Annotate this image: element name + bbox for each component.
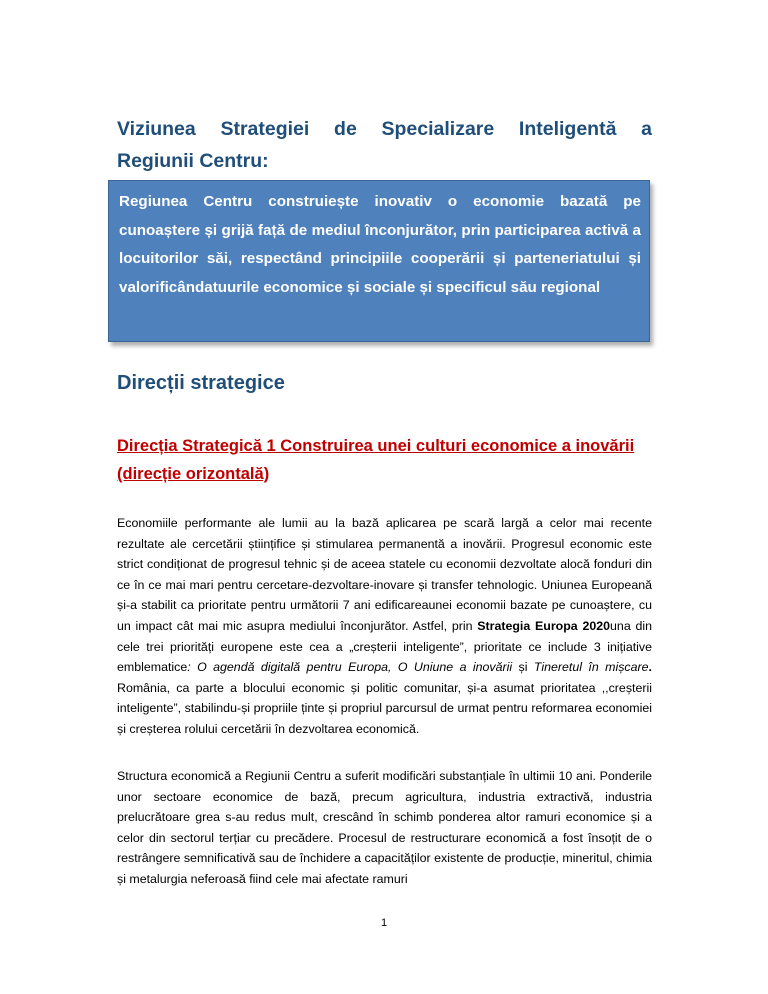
p1-text-1: Economiile performante ale lumii au la bază aplicarea pe scară largă a celor mai recente rezultate ale cercetării științifice și stimularea permanentă a inovării. Progresul economic este strict condiționat de progresul tehnic și de aceea statele cu economii dezvoltate alocă fonduri din ce în ce mai mari pentru cercetare-dezvoltare-inovare și transfer tehnologic. Uniunea Europeană și-a stabilit ca prioritate pentru următorii 7 ani edificareaunei economii bazate pe cunoaștere, cu un impact cât mai mic asupra mediului înconjurător. Astfel, prin xyxy=(117,516,652,633)
vision-statement-box xyxy=(108,180,650,342)
vision-statement-text: Regiunea Centru construiește inovativ o economie bazată pe cunoaștere și grijă față de mediul înconjurător, prin participarea activă a locuitorilor săi, respectând principiile cooperării și parteneriatului și valorificândatuurile economice și sociale și specificul său regional xyxy=(119,193,641,296)
p1-text-3: și xyxy=(512,660,534,675)
page-title xyxy=(117,113,652,177)
p1-italic-initiatives: : O agendă digitală pentru Europa, O Uniune a inovării xyxy=(187,660,513,675)
section-heading: Direcții strategice xyxy=(117,372,285,394)
p1-text-2: una din cele trei priorități europene este cea a „creșterii inteligente”, prioritate ce include 3 inițiative emblematice xyxy=(117,618,652,675)
strategic-direction-heading: Direcția Strategică 1 Construirea unei culturi economice a inovării (direcție orizontală) xyxy=(117,437,635,483)
p1-italic-youth: Tineretul în mișcare xyxy=(533,660,649,675)
title-line-2: Regiunii Centru: xyxy=(117,150,269,172)
title-line-1: Viziunea Strategiei de Specializare Inteligentă a xyxy=(117,118,652,140)
paragraph-2: Structura economică a Regiunii Centru a suferit modificări substanțiale în ultimii 10 ani. Ponderile unor sectoare economice de bază, precum agricultura, industria extractivă, industria prelucrătoare grea s-au redus mult, crescând în schimb ponderea altor ramuri economice și a celor din sectorul terțiar cu precădere. Procesul de restructurare economică a fost însoțit de o restrângere semnificativă sau de închidere a capacităților existente de producție, mineritul, chimia și metalurgia neferoasă fiind cele mai afectate ramuri xyxy=(117,769,652,886)
paragraph-1 xyxy=(117,513,652,740)
p1-text-4: România, ca parte a blocului economic și politic comunitar, și-a asumat prioritatea ,,creșterii inteligente”, stabilindu-și propriile ținte și propriul parcursul de urmat pentru reformarea economiei și creșterea rolului cercetării în dezvoltarea economică. xyxy=(117,680,652,736)
p1-bold-strategy: Strategia Europa 2020 xyxy=(477,618,611,633)
p1-bold-period: . xyxy=(648,660,652,675)
page-number: 1 xyxy=(380,917,388,929)
